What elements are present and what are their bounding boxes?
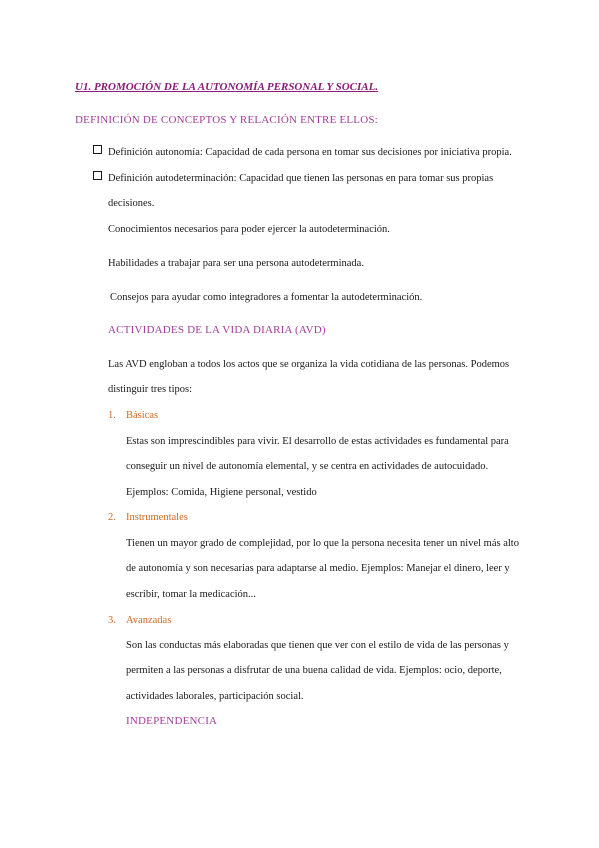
avd-basic-line: conseguir un nivel de autonomía elemental, y se centra en actividades de autocuidado. xyxy=(126,461,489,472)
paragraph-advice: Consejos para ayudar como integradores a fomentar la autodeterminación. xyxy=(110,292,423,303)
avd-advanced-line: actividades laborales, participación social. xyxy=(126,691,304,702)
avd-advanced-line: permiten a las personas a disfrutar de una buena calidad de vida. Ejemplos: ocio, deporte, xyxy=(126,665,502,676)
avd-type-advanced: Avanzadas xyxy=(126,615,172,626)
avd-intro-line2: distinguir tres tipos: xyxy=(108,384,192,395)
definition-autonomy: Definición autonomía: Capacidad de cada persona en tomar sus decisiones por iniciativa propia. xyxy=(108,147,512,158)
list-number: 2. xyxy=(108,512,116,523)
list-number: 1. xyxy=(108,410,116,421)
avd-intro-line1: Las AVD engloban a todos los actos que se organiza la vida cotidiana de las personas. Podemos xyxy=(108,359,510,370)
avd-type-instrumental: Instrumentales xyxy=(126,512,188,523)
avd-basic-line: Estas son imprescindibles para vivir. El desarrollo de estas actividades es fundamental para xyxy=(126,436,509,447)
section-heading-avd: ACTIVIDADES DE LA VIDA DIARIA (AVD) xyxy=(108,324,326,336)
paragraph-knowledge: Conocimientos necesarios para poder ejercer la autodeterminación. xyxy=(108,224,390,235)
paragraph-skills: Habilidades a trabajar para ser una persona autodeterminada. xyxy=(108,258,364,269)
checkbox-icon xyxy=(93,171,102,180)
avd-instrumental-line: escribir, tomar la medicación... xyxy=(126,589,256,600)
avd-instrumental-line: Tienen un mayor grado de complejidad, por lo que la persona necesita tener un nivel más alto xyxy=(126,538,519,549)
avd-instrumental-line: de autonomía y son necesarias para adaptarse al medio. Ejemplos: Manejar el dinero, leer y xyxy=(126,563,510,574)
definition-self-determination-line2: decisiones. xyxy=(108,198,155,209)
avd-basic-line: Ejemplos: Comida, Higiene personal, vestido xyxy=(126,487,317,498)
section-heading-independence: INDEPENDENCIA xyxy=(126,715,218,727)
page-title: U1. PROMOCIÓN DE LA AUTONOMÍA PERSONAL Y SOCIAL. xyxy=(75,81,379,93)
section-heading-definitions: DEFINICIÓN DE CONCEPTOS Y RELACIÓN ENTRE ELLOS: xyxy=(75,114,378,126)
avd-advanced-line: Son las conductas más elaboradas que tienen que ver con el estilo de vida de las personas y xyxy=(126,640,509,651)
definition-self-determination-line1: Definición autodeterminación: Capacidad que tienen las personas en para tomar sus propias xyxy=(108,173,494,184)
checkbox-icon xyxy=(93,145,102,154)
list-number: 3. xyxy=(108,615,116,626)
avd-type-basic: Básicas xyxy=(126,410,159,421)
